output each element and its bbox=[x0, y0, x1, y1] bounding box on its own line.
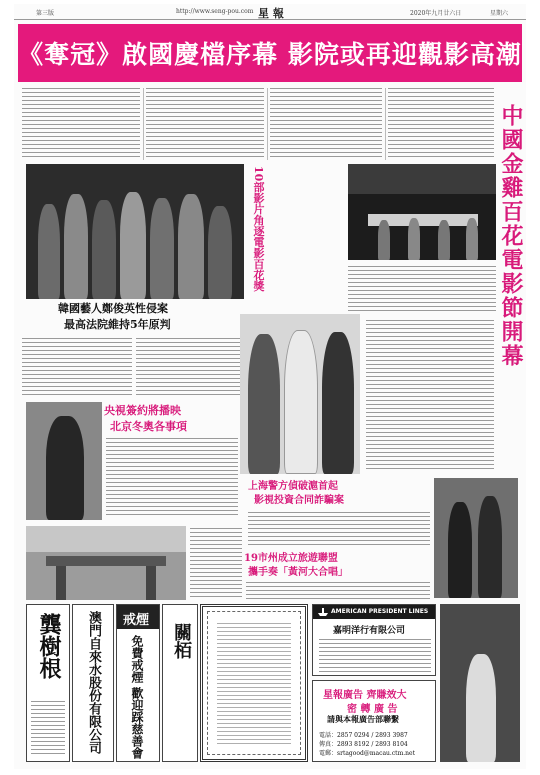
ad-apl-details bbox=[319, 639, 431, 673]
article-text-block bbox=[136, 338, 240, 396]
lead-banner bbox=[18, 24, 522, 82]
photo-three-people bbox=[240, 314, 360, 474]
article-text-block bbox=[388, 88, 494, 160]
column-rule bbox=[267, 88, 268, 160]
article-text-block bbox=[22, 338, 132, 396]
ad-apl-company: 嘉明洋行有限公司 bbox=[333, 626, 406, 636]
article-text-block bbox=[190, 528, 242, 600]
ad-macau-water-title: 澳門自來水股份有限公司 bbox=[86, 611, 101, 754]
photo-performer bbox=[440, 604, 520, 762]
ad-macau-water bbox=[72, 604, 114, 762]
ad-quit-smoking-body: 免費戒煙 歡迎踩慈善會 bbox=[130, 635, 144, 760]
issue-weekday: 星期六 bbox=[490, 10, 509, 17]
article-text-block bbox=[270, 88, 382, 160]
ad-gong-shu-gen-title: 龔樹根 bbox=[36, 613, 61, 679]
issue-date: 2020年九月廿六日 bbox=[410, 10, 462, 17]
korea-headline-line1: 韓國藝人鄭俊英性侵案 bbox=[58, 302, 168, 315]
column-rule bbox=[143, 88, 144, 160]
tourism-headline-line1: 19市州成立旅遊聯盟 bbox=[244, 553, 338, 564]
cctv-headline-line2: 北京冬奧各事項 bbox=[110, 420, 187, 433]
ad-ornate-notice bbox=[200, 604, 308, 762]
ship-logo-icon bbox=[317, 607, 329, 617]
ad-classified-line1: 星報廣告 齊賺效大 bbox=[323, 690, 407, 701]
korea-headline-line2: 最高法院維持5年原判 bbox=[64, 318, 171, 331]
ad-quit-smoking-title: 戒煙 bbox=[123, 613, 150, 628]
article-text-block bbox=[366, 320, 494, 472]
article-text-block bbox=[246, 582, 430, 600]
newspaper-page bbox=[14, 4, 526, 769]
ad-apl-brand: AMERICAN PRESIDENT LINES bbox=[331, 608, 429, 615]
photo-opening-ceremony bbox=[26, 164, 244, 299]
lead-headline: 《奪冠》啟國慶檔序幕 影院或再迎觀影高潮 bbox=[18, 40, 522, 69]
masthead: 星 報 bbox=[258, 7, 284, 20]
photo-stage-event bbox=[348, 164, 496, 260]
ad-classified-fax: 傳真：2893 8192 / 2893 8104 bbox=[319, 741, 408, 748]
article-text-block bbox=[248, 512, 430, 548]
article-text-block bbox=[348, 266, 496, 314]
site-url[interactable]: http://www.seng-pou.com bbox=[176, 8, 254, 15]
page-header bbox=[14, 4, 526, 20]
ad-fine-print bbox=[31, 701, 65, 757]
ad-apl bbox=[312, 604, 436, 676]
ad-guan-bai-title: 關栢 bbox=[171, 623, 192, 659]
article-text-block bbox=[106, 438, 238, 518]
page-number: 第三版 bbox=[36, 10, 55, 17]
ad-classified-line2: 密 轉 廣 告 bbox=[347, 704, 398, 715]
tourism-headline-line2: 攜手奏「黃河大合唱」 bbox=[248, 567, 348, 578]
ad-classified-line3: 請與本報廣告部聯繫 bbox=[327, 714, 399, 724]
article-text-block bbox=[22, 88, 140, 160]
golden-rooster-headline: 中國金雞百花電影節開幕 bbox=[498, 104, 523, 368]
ten-films-headline: 10部影片角逐電影百花獎 bbox=[252, 166, 265, 292]
shanghai-headline-line1: 上海警方偵破滬首起 bbox=[248, 481, 338, 492]
column-rule bbox=[385, 88, 386, 160]
ad-guan-bai bbox=[162, 604, 198, 762]
ad-classified-email[interactable]: 電郵：srtagood@macau.ctm.net bbox=[319, 750, 416, 757]
cctv-headline-line1: 央視簽約將播映 bbox=[104, 404, 181, 417]
ad-quit-smoking bbox=[116, 604, 160, 762]
photo-woman bbox=[26, 402, 102, 520]
photo-scenic-gate bbox=[26, 526, 186, 600]
photo-dancers bbox=[434, 478, 518, 598]
ad-classified bbox=[312, 680, 436, 762]
article-text-block bbox=[146, 88, 264, 160]
ad-gong-shu-gen bbox=[26, 604, 70, 762]
shanghai-headline-line2: 影視投資合同詐騙案 bbox=[254, 495, 344, 506]
ad-classified-phone: 電話：2857 0294 / 2893 3987 bbox=[319, 732, 408, 739]
ad-notice-text bbox=[217, 623, 291, 747]
